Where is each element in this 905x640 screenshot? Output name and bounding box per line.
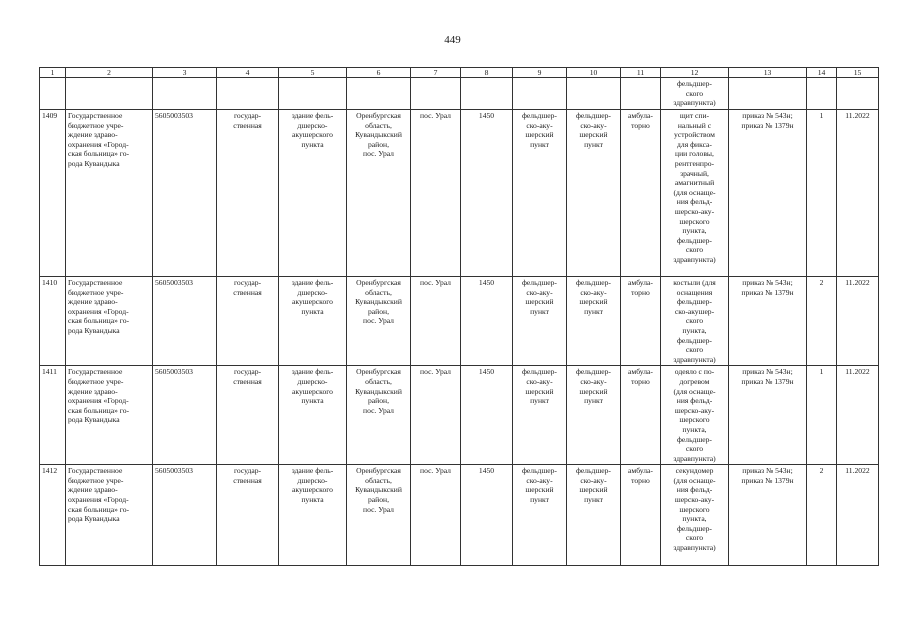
column-number-row xyxy=(40,68,879,78)
column-number-13: 13 xyxy=(729,68,807,78)
column-number-11: 11 xyxy=(621,68,661,78)
continuation-cell-empty xyxy=(153,78,217,110)
column-number-10: 10 xyxy=(567,68,621,78)
row-number-cell: 1412 xyxy=(40,465,66,566)
row-number-cell: 1410 xyxy=(40,277,66,366)
facility-subtype-cell: фельдшер- ско-аку- шерский пункт xyxy=(567,366,621,465)
continuation-cell-empty xyxy=(567,78,621,110)
care-form-cell: амбула- торно xyxy=(621,366,661,465)
equipment-cell: костыли (для оснащения фельдшер- ско-акушер- ского пункта, фельдшер- ского здравпункта) xyxy=(661,277,729,366)
locality-cell: пос. Урал xyxy=(411,110,461,277)
continuation-cell-empty xyxy=(217,78,279,110)
equipment-cell: одеяло с по- догревом (для оснаще- ния фельд- шерско-аку- шерского пункта, фельдшер- ского здравпункта) xyxy=(661,366,729,465)
continuation-cell-empty xyxy=(621,78,661,110)
care-form-cell: амбула- торно xyxy=(621,277,661,366)
order-cell: приказ № 543н; приказ № 1379н xyxy=(729,110,807,277)
row-number-cell: 1411 xyxy=(40,366,66,465)
facility-type-cell: фельдшер- ско-аку- шерский пункт xyxy=(513,366,567,465)
locality-cell: пос. Урал xyxy=(411,277,461,366)
building-cell: здание фель- дшерско- акушерского пункта xyxy=(279,110,347,277)
table-body xyxy=(40,68,879,566)
building-cell: здание фель- дшерско- акушерского пункта xyxy=(279,465,347,566)
continuation-cell-empty xyxy=(66,78,153,110)
building-cell: здание фель- дшерско- акушерского пункта xyxy=(279,366,347,465)
code-cell: 5605003503 xyxy=(153,465,217,566)
continuation-cell-empty xyxy=(347,78,411,110)
continuation-cell-empty xyxy=(279,78,347,110)
care-form-cell: амбула- торно xyxy=(621,465,661,566)
continuation-cell-item: фельдшер- ского здравпункта) xyxy=(661,78,729,110)
column-number-5: 5 xyxy=(279,68,347,78)
number-cell: 1450 xyxy=(461,465,513,566)
table-row xyxy=(40,110,879,277)
organization-cell: Государственное бюджетное учре- ждение здраво- охранения «Город- ская больница» го- рода Кувандыка xyxy=(66,366,153,465)
ownership-cell: государ- ственная xyxy=(217,277,279,366)
table-row xyxy=(40,465,879,566)
column-number-14: 14 xyxy=(807,68,837,78)
table-row xyxy=(40,277,879,366)
facility-subtype-cell: фельдшер- ско-аку- шерский пункт xyxy=(567,277,621,366)
column-number-2: 2 xyxy=(66,68,153,78)
column-number-9: 9 xyxy=(513,68,567,78)
number-cell: 1450 xyxy=(461,366,513,465)
facility-type-cell: фельдшер- ско-аку- шерский пункт xyxy=(513,110,567,277)
organization-cell: Государственное бюджетное учре- ждение здраво- охранения «Город- ская больница» го- рода Кувандыка xyxy=(66,277,153,366)
continuation-cell-empty xyxy=(461,78,513,110)
code-cell: 5605003503 xyxy=(153,366,217,465)
quantity-cell: 2 xyxy=(807,465,837,566)
order-cell: приказ № 543н; приказ № 1379н xyxy=(729,277,807,366)
facility-subtype-cell: фельдшер- ско-аку- шерский пункт xyxy=(567,110,621,277)
number-cell: 1450 xyxy=(461,110,513,277)
table-row xyxy=(40,366,879,465)
equipment-cell: секундомер (для оснаще- ния фельд- шерско-аку- шерского пункта, фельдшер- ского здравпункта) xyxy=(661,465,729,566)
care-form-cell: амбула- торно xyxy=(621,110,661,277)
order-cell: приказ № 543н; приказ № 1379н xyxy=(729,465,807,566)
address-cell: Оренбургская область, Кувандыкский район, пос. Урал xyxy=(347,277,411,366)
quantity-cell: 1 xyxy=(807,366,837,465)
continuation-cell-empty xyxy=(837,78,879,110)
equipment-cell: щит спи- нальный с устройством для фикса- ции головы, рентгенпро- зрачный, амагнитный (для оснаще- ния фельд- шерско-аку- шерского пункта, фельдшер- ского здравпункта) xyxy=(661,110,729,277)
continuation-cell-empty xyxy=(40,78,66,110)
quantity-cell: 1 xyxy=(807,110,837,277)
organization-cell: Государственное бюджетное учре- ждение здраво- охранения «Город- ская больница» го- рода Кувандыка xyxy=(66,465,153,566)
address-cell: Оренбургская область, Кувандыкский район, пос. Урал xyxy=(347,465,411,566)
page-number: 449 xyxy=(444,34,461,46)
date-cell: 11.2022 xyxy=(837,110,879,277)
continuation-cell-empty xyxy=(411,78,461,110)
register-table xyxy=(39,67,879,566)
column-number-4: 4 xyxy=(217,68,279,78)
continuation-cell-empty xyxy=(807,78,837,110)
continuation-cell-empty xyxy=(729,78,807,110)
facility-type-cell: фельдшер- ско-аку- шерский пункт xyxy=(513,465,567,566)
column-number-6: 6 xyxy=(347,68,411,78)
column-number-15: 15 xyxy=(837,68,879,78)
column-number-7: 7 xyxy=(411,68,461,78)
continuation-cell-empty xyxy=(513,78,567,110)
column-number-3: 3 xyxy=(153,68,217,78)
organization-cell: Государственное бюджетное учре- ждение здраво- охранения «Город- ская больница» го- рода Кувандыка xyxy=(66,110,153,277)
continuation-row xyxy=(40,78,879,110)
number-cell: 1450 xyxy=(461,277,513,366)
address-cell: Оренбургская область, Кувандыкский район, пос. Урал xyxy=(347,366,411,465)
locality-cell: пос. Урал xyxy=(411,366,461,465)
quantity-cell: 2 xyxy=(807,277,837,366)
column-number-1: 1 xyxy=(40,68,66,78)
code-cell: 5605003503 xyxy=(153,110,217,277)
facility-type-cell: фельдшер- ско-аку- шерский пункт xyxy=(513,277,567,366)
order-cell: приказ № 543н; приказ № 1379н xyxy=(729,366,807,465)
column-number-8: 8 xyxy=(461,68,513,78)
date-cell: 11.2022 xyxy=(837,465,879,566)
row-number-cell: 1409 xyxy=(40,110,66,277)
ownership-cell: государ- ственная xyxy=(217,366,279,465)
ownership-cell: государ- ственная xyxy=(217,110,279,277)
date-cell: 11.2022 xyxy=(837,366,879,465)
locality-cell: пос. Урал xyxy=(411,465,461,566)
code-cell: 5605003503 xyxy=(153,277,217,366)
facility-subtype-cell: фельдшер- ско-аку- шерский пункт xyxy=(567,465,621,566)
building-cell: здание фель- дшерско- акушерского пункта xyxy=(279,277,347,366)
address-cell: Оренбургская область, Кувандыкский район, пос. Урал xyxy=(347,110,411,277)
ownership-cell: государ- ственная xyxy=(217,465,279,566)
date-cell: 11.2022 xyxy=(837,277,879,366)
column-number-12: 12 xyxy=(661,68,729,78)
